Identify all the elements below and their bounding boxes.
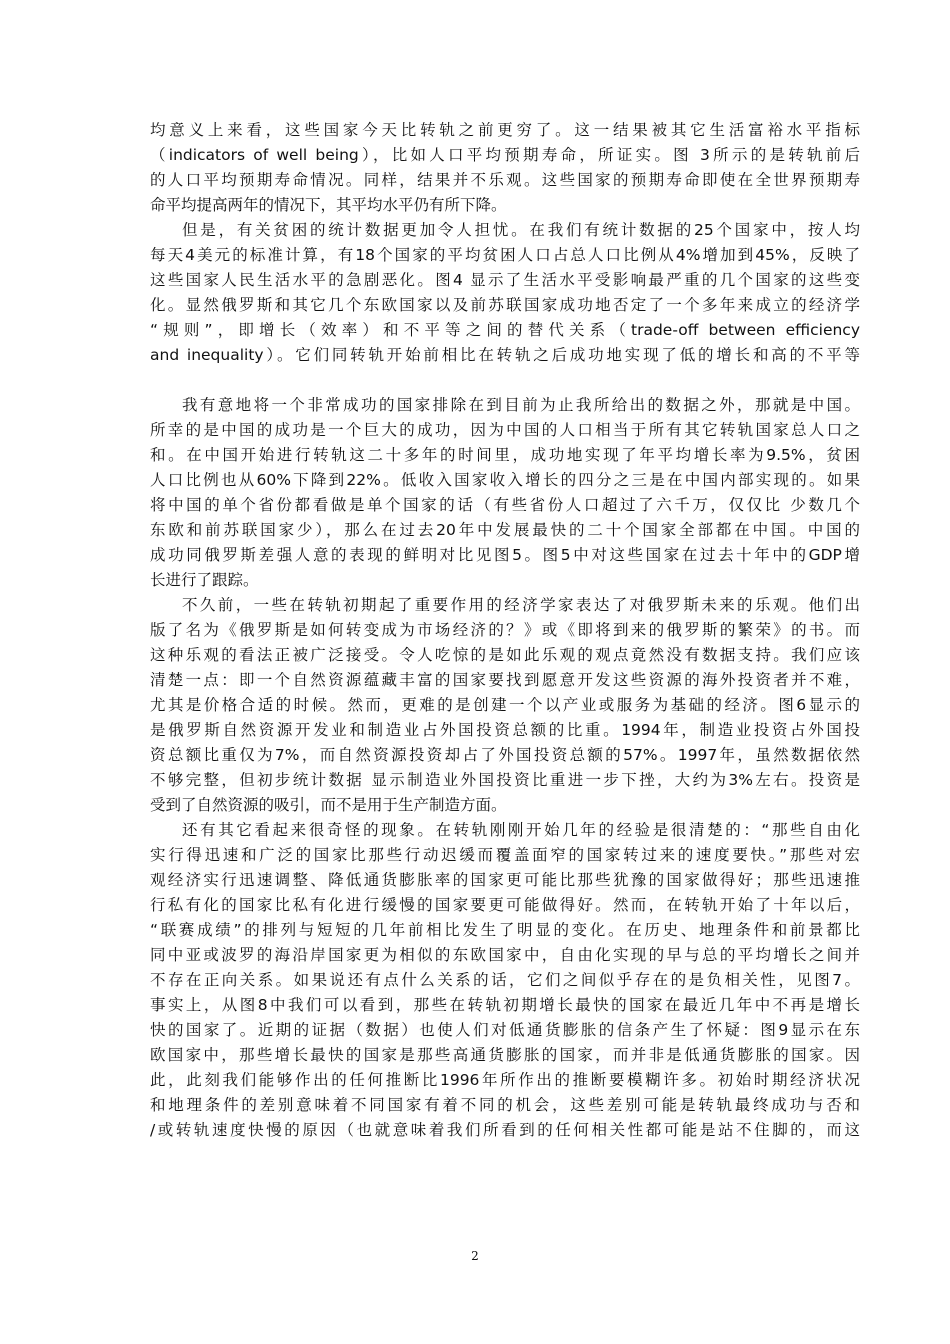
text-line: “规则”，即增长（效率）和不平等之间的替代关系（trade-off between efficiency <box>150 321 860 339</box>
text-line: 人口比例也从60%下降到22%。低收入国家收入增长的四分之三是在中国内部实现的。如果 <box>150 471 860 489</box>
text-line: 我有意地将一个非常成功的国家排除在到目前为止我所给出的数据之外，那就是中国。 <box>182 396 860 414</box>
text-line: 事实上，从图8中我们可以看到，那些在转轨初期增长最快的国家在最近几年中不再是增长 <box>150 996 860 1014</box>
text-line: 这种乐观的看法正被广泛接受。令人吃惊的是如此乐观的观点竟然没有数据支持。我们应该 <box>150 646 860 664</box>
body-text <box>150 118 860 1143</box>
text-line: 清楚一点：即一个自然资源蕴藏丰富的国家要找到愿意开发这些资源的海外投资者并不难， <box>150 671 860 689</box>
text-line: 同中亚或波罗的海沿岸国家更为相似的东欧国家中，自由化实现的早与总的平均增长之间并 <box>150 946 860 964</box>
text-line: 受到了自然资源的吸引，而不是用于生产制造方面。 <box>150 796 507 814</box>
text-line: 是俄罗斯自然资源开发业和制造业占外国投资总额的比重。1994年，制造业投资占外国投 <box>150 721 860 739</box>
text-line: /或转轨速度快慢的原因（也就意味着我们所看到的任何相关性都可能是站不住脚的，而这 <box>150 1121 860 1139</box>
text-line: 不久前，一些在转轨初期起了重要作用的经济学家表达了对俄罗斯未来的乐观。他们出 <box>182 596 860 614</box>
page-number: 2 <box>471 1249 479 1263</box>
text-line: 实行得迅速和广泛的国家比那些行动迟缓而覆盖面窄的国家转过来的速度要快。”那些对宏 <box>150 846 860 864</box>
text-line: 版了名为《俄罗斯是如何转变成为市场经济的？》或《即将到来的俄罗斯的繁荣》的书。而 <box>150 621 860 639</box>
blank-line <box>150 368 860 393</box>
text-line: 和地理条件的差别意味着不同国家有着不同的机会，这些差别可能是转轨最终成功与否和 <box>150 1096 860 1114</box>
text-line: 不够完整，但初步统计数据 显示制造业外国投资比重进一步下挫，大约为3%左右。投资是 <box>150 771 860 789</box>
text-line: 成功同俄罗斯差强人意的表现的鲜明对比见图5。图5中对这些国家在过去十年中的GDP增 <box>150 546 860 564</box>
text-line: 观经济实行迅速调整、降低通货膨胀率的国家更可能比那些犹豫的国家做得好；那些迅速推 <box>150 871 860 889</box>
text-line: 东欧和前苏联国家少），那么在过去20年中发展最快的二十个国家全部都在中国。中国的 <box>150 521 860 539</box>
text-line: 命平均提高两年的情况下，其平均水平仍有所下降。 <box>150 196 507 214</box>
text-line: 行私有化的国家比私有化进行缓慢的国家要更可能做得好。然而，在转轨开始了十年以后， <box>150 896 860 914</box>
text-line: 均意义上来看，这些国家今天比转轨之前更穷了。这一结果被其它生活富裕水平指标 <box>150 121 860 139</box>
text-line: 长进行了跟踪。 <box>150 571 259 589</box>
text-line: 欧国家中，那些增长最快的国家是那些高通货膨胀的国家，而并非是低通货膨胀的国家。因 <box>150 1046 860 1064</box>
text-line: 资总额比重仅为7%，而自然资源投资却占了外国投资总额的57%。1997年，虽然数据依然 <box>150 746 860 764</box>
text-line: 化。显然俄罗斯和其它几个东欧国家以及前苏联国家成功地否定了一个多年来成立的经济学 <box>150 296 860 314</box>
text-line: 和。在中国开始进行转轨这二十多年的时间里，成功地实现了年平均增长率为9.5%，贫困 <box>150 446 860 464</box>
text-line: 不存在正向关系。如果说还有点什么关系的话，它们之间似乎存在的是负相关性，见图7。 <box>150 971 860 989</box>
text-line: 这些国家人民生活水平的急剧恶化。图4 显示了生活水平受影响最严重的几个国家的这些变 <box>150 271 860 289</box>
text-line: 尤其是价格合适的时候。然而，更难的是创建一个以产业或服务为基础的经济。图6显示的 <box>150 696 860 714</box>
text-line: （indicators of well being），比如人口平均预期寿命，所证实。图 3所示的是转轨前后 <box>150 146 860 164</box>
text-line: 但是，有关贫困的统计数据更加令人担忧。在我们有统计数据的25个国家中，按人均 <box>182 221 860 239</box>
text-line: 的人口平均预期寿命情况。同样，结果并不乐观。这些国家的预期寿命即使在全世界预期寿 <box>150 171 860 189</box>
text-line: and inequality）。它们同转轨开始前相比在转轨之后成功地实现了低的增长和高的不平等 <box>150 346 860 364</box>
text-line: 此，此刻我们能够作出的任何推断比1996年所作出的推断要模糊许多。初始时期经济状况 <box>150 1071 860 1089</box>
text-line: 每天4美元的标准计算，有18个国家的平均贫困人口占总人口比例从4%增加到45%，反映了 <box>150 246 860 264</box>
text-line: “联赛成绩”的排列与短短的几年前相比发生了明显的变化。在历史、地理条件和前景都比 <box>150 921 860 939</box>
text-line: 还有其它看起来很奇怪的现象。在转轨刚刚开始几年的经验是很清楚的：“那些自由化 <box>182 821 860 839</box>
text-line: 快的国家了。近期的证据（数据）也使人们对低通货膨胀的信条产生了怀疑：图9显示在东 <box>150 1021 860 1039</box>
text-line: 所幸的是中国的成功是一个巨大的成功，因为中国的人口相当于所有其它转轨国家总人口之 <box>150 421 860 439</box>
text-line: 将中国的单个省份都看做是单个国家的话（有些省份人口超过了六千万，仅仅比 少数几个 <box>150 496 860 514</box>
